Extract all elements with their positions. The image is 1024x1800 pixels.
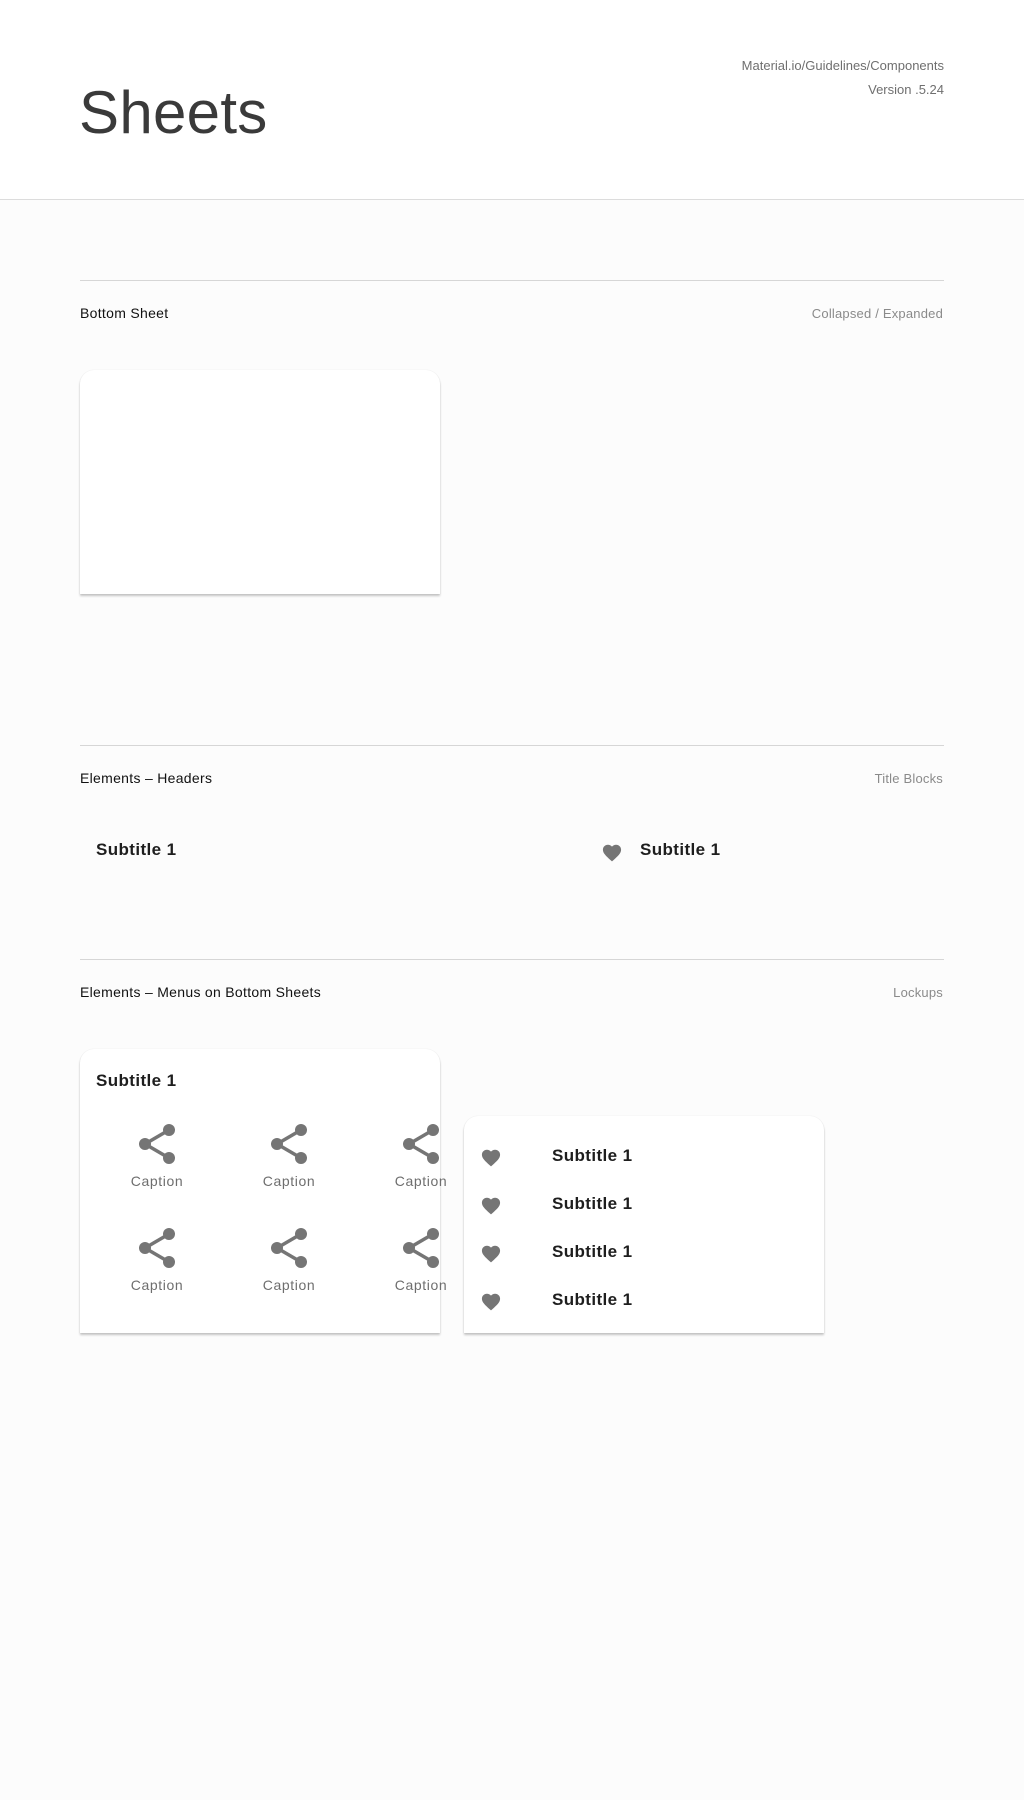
section-divider [80,959,944,960]
page-title: Sheets [79,79,268,146]
heart-icon [480,1147,502,1167]
guidelines-link[interactable]: Material.io/Guidelines/Components [741,58,944,73]
list-menu-label: Subtitle 1 [552,1146,633,1165]
grid-menu-caption: Caption [130,1173,184,1189]
header-subtitle-with-icon: Subtitle 1 [640,840,721,859]
share-icon [399,1225,443,1271]
grid-menu-item[interactable] [239,1225,339,1293]
bottom-sheet-collapsed[interactable] [80,370,440,594]
section-title-menus: Elements – Menus on Bottom Sheets [80,984,322,1000]
section-meta-bottom-sheet: Collapsed / Expanded [811,306,943,321]
section-divider [80,280,944,281]
share-icon [267,1225,311,1271]
grid-menu-item[interactable] [371,1225,471,1293]
grid-menu-item[interactable] [371,1121,471,1189]
grid-menu-caption: Caption [262,1173,316,1189]
list-menu-item[interactable] [480,1289,800,1313]
section-title-bottom-sheet: Bottom Sheet [80,305,169,321]
share-icon [399,1121,443,1167]
list-menu-item[interactable] [480,1145,800,1169]
share-icon [267,1121,311,1167]
grid-menu-item[interactable] [107,1121,207,1189]
share-icon [135,1121,179,1167]
grid-menu-caption: Caption [394,1277,448,1293]
grid-menu-item[interactable] [239,1121,339,1189]
grid-menu-item[interactable] [107,1225,207,1293]
list-menu-item[interactable] [480,1193,800,1217]
heart-icon [480,1195,502,1215]
grid-menu-caption: Caption [130,1277,184,1293]
header-subtitle-plain: Subtitle 1 [96,840,177,859]
section-meta-headers: Title Blocks [874,771,943,786]
section-title-headers: Elements – Headers [80,770,213,786]
heart-icon [480,1243,502,1263]
share-icon [135,1225,179,1271]
list-menu-label: Subtitle 1 [552,1242,633,1261]
header-meta [742,54,944,102]
grid-menu-caption: Caption [262,1277,316,1293]
heart-icon [480,1291,502,1311]
page-header [0,0,1024,200]
section-meta-menus: Lockups [893,985,943,1000]
list-menu-sheet [464,1116,824,1333]
list-menu-label: Subtitle 1 [552,1290,633,1309]
grid-menu-sheet [80,1049,448,1333]
list-menu-label: Subtitle 1 [552,1194,633,1213]
section-divider [80,745,944,746]
heart-icon[interactable] [601,842,623,862]
grid-menu-caption: Caption [394,1173,448,1189]
version-label: Version .5.24 [868,82,944,97]
grid-menu-subtitle: Subtitle 1 [96,1071,177,1090]
list-menu-item[interactable] [480,1241,800,1265]
